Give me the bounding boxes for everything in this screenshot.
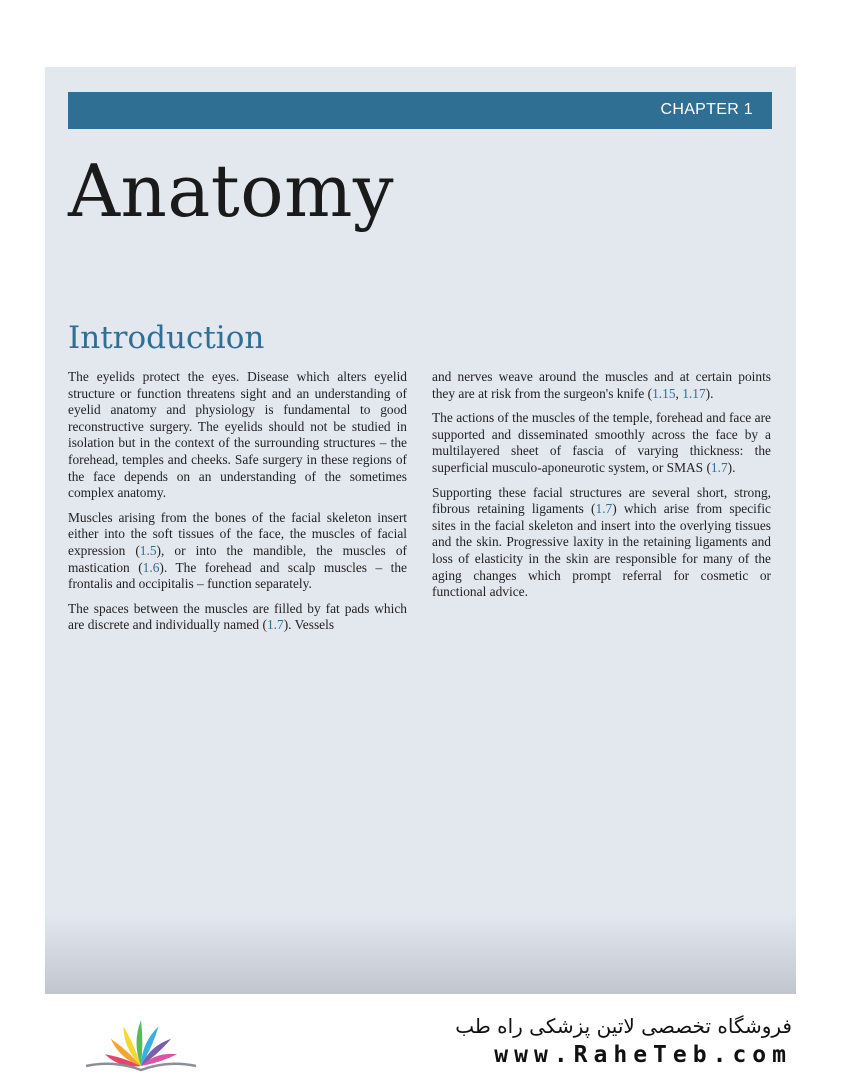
figure-reference-link[interactable]: 1.5: [139, 542, 157, 558]
chapter-title: Anatomy: [68, 149, 395, 233]
paragraph: Muscles arising from the bones of the facial skeleton insert either into the soft tissues of the face, the muscles of facial expression (1.5), or into the mandible, the muscles of mastication (1.6). The forehead and scalp muscles – the frontalis and occipitalis – function separately.: [68, 509, 407, 592]
chapter-banner: [68, 92, 772, 129]
figure-reference-link[interactable]: 1.17: [682, 385, 706, 401]
page-bottom-shadow: [45, 914, 796, 994]
figure-reference-link[interactable]: 1.7: [595, 501, 613, 517]
paragraph: The spaces between the muscles are filled by fat pads which are discrete and individually named (1.7). Vessels: [68, 600, 407, 633]
document-page: [45, 67, 796, 994]
paragraph: The actions of the muscles of the temple, forehead and face are supported and disseminated smoothly across the face by a multilayered sheet of fascia of varying thickness: the superficial musculo-aponeurotic system, or SMAS (1.7).: [432, 410, 771, 475]
paragraph: and nerves weave around the muscles and at certain points they are at risk from the surgeon's knife (1.15, 1.17).: [432, 369, 771, 401]
paragraph: Supporting these facial structures are several short, strong, fibrous retaining ligaments (1.7) which arise from specific sites in the facial skeleton and insert into the overlying tissues and the skin. Progressive laxity in the retaining ligaments and loss of elasticity in the skin are responsible for many of the aging changes which prompt referral for cosmetic or functional advice.: [432, 484, 771, 600]
right-column: [432, 369, 771, 609]
paragraph: The eyelids protect the eyes. Disease which alters eyelid structure or function threatens sight and an understanding of eyelid anatomy and physiology is fundamental to good reconstructive surgery. The eyelids should not be studied in isolation but in the context of the surrounding structures – the forehead, temples and cheeks. Safe surgery in these regions of the face depends on an understanding of the sometimes complex anatomy.: [68, 369, 407, 501]
figure-reference-link[interactable]: 1.15: [652, 385, 676, 401]
figure-reference-link[interactable]: 1.7: [266, 617, 284, 633]
left-column: [68, 369, 407, 642]
chapter-label: CHAPTER 1: [660, 101, 753, 118]
store-url[interactable]: www.RaheTeb.com: [494, 1042, 792, 1068]
figure-reference-link[interactable]: 1.7: [710, 459, 728, 475]
figure-reference-link[interactable]: 1.6: [142, 559, 160, 575]
open-book-icon: [78, 1010, 204, 1074]
store-name: فروشگاه تخصصی لاتین پزشکی راه طب: [455, 1014, 792, 1038]
section-heading: Introduction: [68, 320, 265, 356]
